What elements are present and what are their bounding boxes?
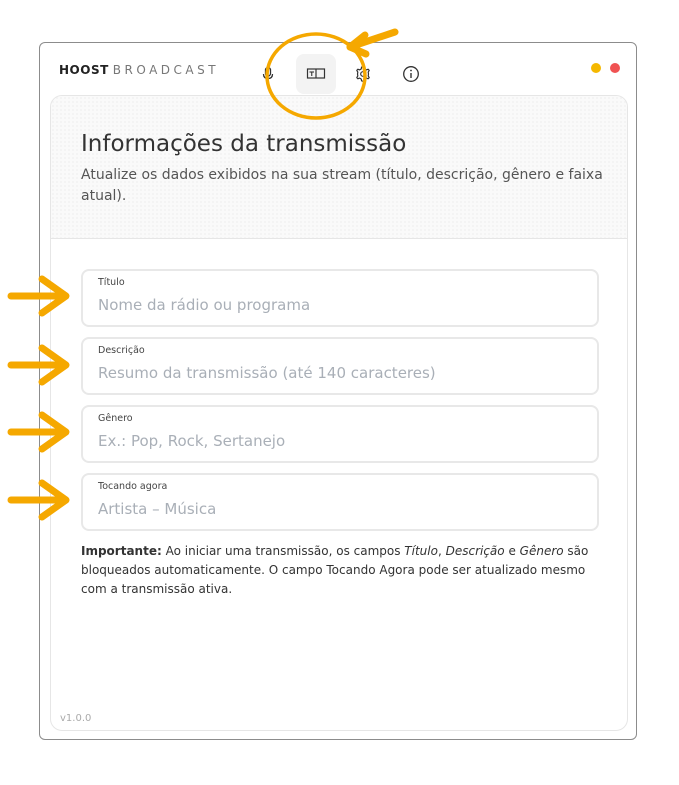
title-field[interactable] xyxy=(81,269,599,327)
now-playing-input[interactable] xyxy=(96,494,580,524)
now-playing-field-label: Tocando agora xyxy=(98,481,168,492)
now-playing-field[interactable] xyxy=(81,473,599,531)
app-window xyxy=(39,42,637,740)
note-lead: Importante: xyxy=(81,544,162,558)
description-field-label: Descrição xyxy=(98,345,145,356)
note-genre-word: Gênero xyxy=(519,544,564,558)
title-field-label: Título xyxy=(98,277,125,288)
title-input[interactable] xyxy=(96,290,580,320)
gear-icon xyxy=(354,65,372,83)
microphone-icon xyxy=(260,66,276,82)
tab-broadcast-info[interactable] xyxy=(296,54,336,94)
page-title: Informações da transmissão xyxy=(81,131,407,157)
note-description-word: Descrição xyxy=(445,544,505,558)
genre-field[interactable] xyxy=(81,405,599,463)
note-text-2: são bloqueados automaticamente. O campo xyxy=(81,544,589,577)
main-panel xyxy=(50,95,628,731)
note-title-word: Título xyxy=(404,544,438,558)
description-field[interactable] xyxy=(81,337,599,395)
tab-about[interactable] xyxy=(391,54,431,94)
note-text-3: pode ser atualizado mesmo com a transmissão ativa. xyxy=(81,563,586,596)
close-dot[interactable] xyxy=(610,63,620,73)
minimize-dot[interactable] xyxy=(591,63,601,73)
panel-header xyxy=(51,96,627,239)
important-note xyxy=(81,542,601,599)
page-subtitle: Atualize os dados exibidos na sua stream (título, descrição, gênero e faixa atual). xyxy=(81,167,603,204)
note-sep-1: , xyxy=(437,544,446,558)
version-label: v1.0.0 xyxy=(60,713,92,724)
brand-logo xyxy=(59,63,219,77)
genre-field-label: Gênero xyxy=(98,413,133,424)
brand-strong: HOOST xyxy=(59,63,109,77)
tab-microphone[interactable] xyxy=(248,54,288,94)
tab-settings[interactable] xyxy=(343,54,383,94)
genre-input[interactable] xyxy=(96,426,580,456)
note-sep-2: e xyxy=(504,544,520,558)
info-icon xyxy=(402,65,420,83)
note-now-playing-word: Tocando Agora xyxy=(326,563,415,577)
brand-light: BROADCAST xyxy=(112,63,220,77)
broadcast-info-icon xyxy=(306,66,326,82)
app-header xyxy=(40,43,636,95)
description-input[interactable] xyxy=(96,358,580,388)
note-text-1: Ao iniciar uma transmissão, os campos xyxy=(161,544,405,558)
